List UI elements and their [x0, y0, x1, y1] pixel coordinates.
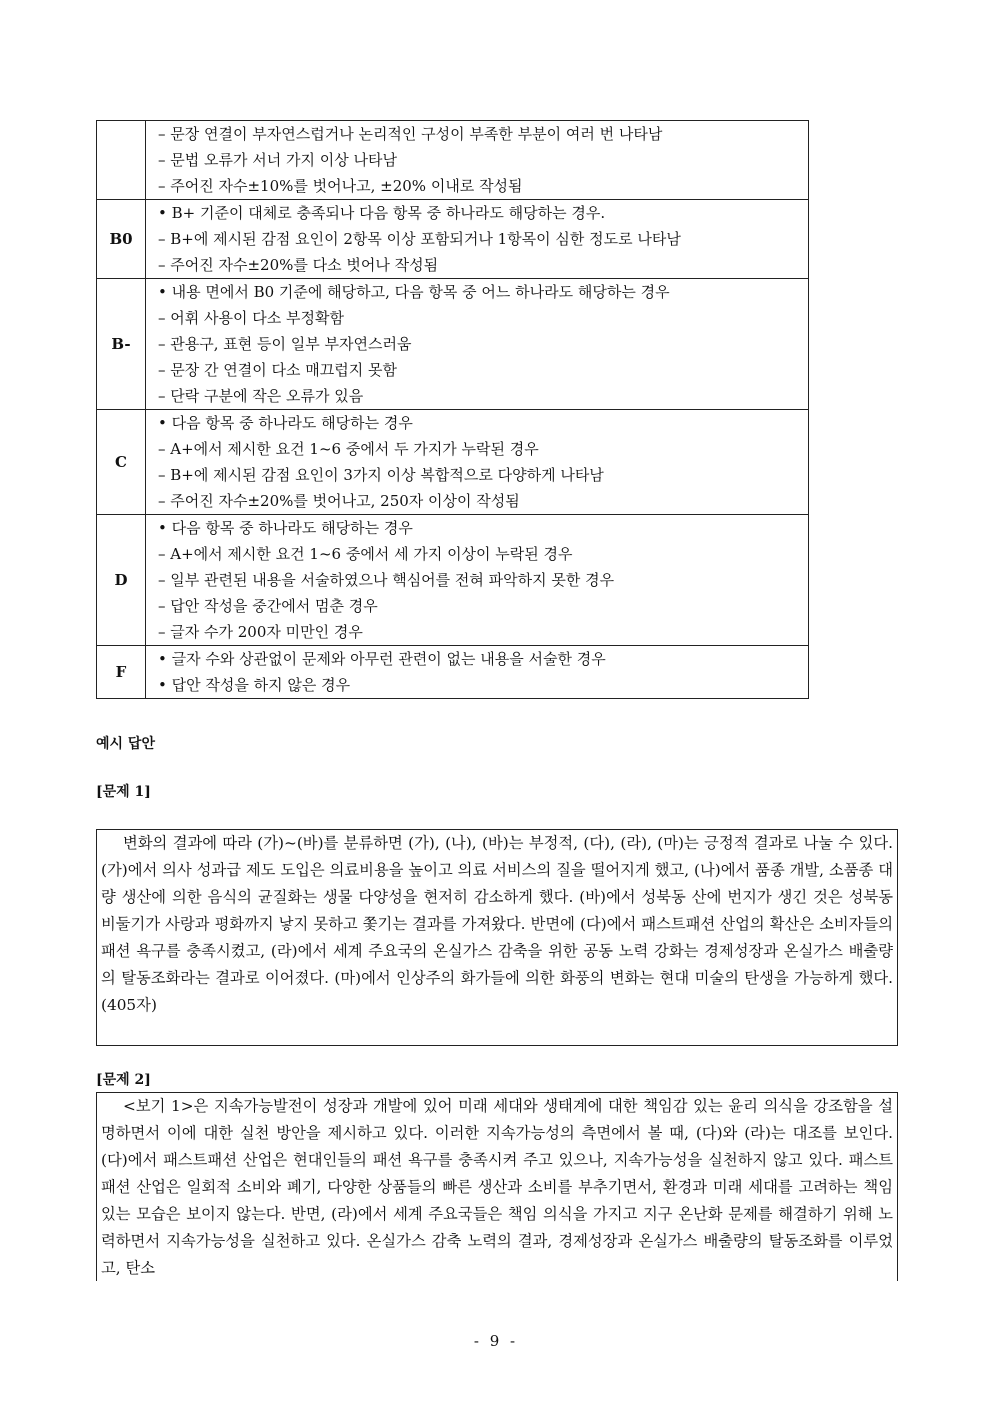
grading-table-body: [97, 121, 809, 699]
example-answer-heading: 예시 답안: [96, 736, 155, 752]
grade-criteria: [146, 121, 809, 200]
grade-criteria: [146, 515, 809, 646]
grading-row: [97, 515, 809, 646]
question-1-label: [문제 1]: [96, 784, 151, 800]
criteria-item: – B+에 제시된 감점 요인이 2항목 이상 포함되거나 1항목이 심한 정도로 나타남: [158, 230, 681, 248]
grading-row: [97, 121, 809, 200]
criteria-item: – 주어진 자수±20%를 벗어나고, 250자 이상이 작성됨: [158, 492, 520, 510]
criteria-item: • B+ 기준이 대체로 충족되나 다음 항목 중 하나라도 해당하는 경우.: [158, 204, 606, 222]
criteria-item: – 관용구, 표현 등이 일부 부자연스러움: [158, 335, 412, 353]
question-2-answer-box: [96, 1092, 898, 1281]
grade-criteria: [146, 410, 809, 515]
page-number: - 9 -: [473, 1332, 519, 1350]
criteria-item: – 어휘 사용이 다소 부정확함: [158, 309, 344, 327]
grading-row: [97, 410, 809, 515]
grade-label: B0: [97, 200, 146, 279]
criteria-item: – 주어진 자수±20%를 다소 벗어나 작성됨: [158, 256, 439, 274]
criteria-item: – 단락 구분에 작은 오류가 있음: [158, 387, 364, 405]
grading-row: [97, 200, 809, 279]
criteria-item: • 다음 항목 중 하나라도 해당하는 경우: [158, 414, 413, 432]
criteria-item: – B+에 제시된 감점 요인이 3가지 이상 복합적으로 다양하게 나타남: [158, 466, 604, 484]
criteria-item: – 문장 연결이 부자연스럽거나 논리적인 구성이 부족한 부분이 여러 번 나타남: [158, 125, 663, 143]
grade-criteria: [146, 646, 809, 699]
criteria-item: – A+에서 제시한 요건 1~6 중에서 두 가지가 누락된 경우: [158, 440, 539, 458]
criteria-item: • 다음 항목 중 하나라도 해당하는 경우: [158, 519, 413, 537]
grade-criteria: [146, 200, 809, 279]
question-2-label: [문제 2]: [96, 1072, 151, 1088]
criteria-item: – 문장 간 연결이 다소 매끄럽지 못함: [158, 361, 397, 379]
grade-label: C: [97, 410, 146, 515]
criteria-item: – 답안 작성을 중간에서 멈춘 경우: [158, 597, 378, 615]
question-1-answer-box: [96, 829, 898, 1046]
criteria-item: • 답안 작성을 하지 않은 경우: [158, 676, 351, 694]
question-2-answer-text: <보기 1>은 지속가능발전이 성장과 개발에 있어 미래 세대와 생태계에 대한 책임감 있는 윤리 의식을 강조함을 설명하면서 이에 대한 실천 방안을 제시하고 있다. 이러한 지속가능성의 측면에서 볼 때, (다)와 (라)는 대조를 보인다. (다)에서 패스트패션 산업은 현대인들의 패션 욕구를 충족시켜 주고 있으나, 지속가능성을 실천하지 않고 있다. 패스트패션 산업은 일회적 소비와 폐기, 다양한 상품들의 빠른 생산과 소비를 부추기면서, 환경과 미래 세대를 고려하는 책임 있는 모습은 보이지 않는다. 반면, (라)에서 세계 주요국들은 책임 의식을 가지고 지구 온난화 문제를 해결하기 위해 노력하면서 지속가능성을 실천하고 있다. 온실가스 감축 노력의 결과, 경제성장과 온실가스 배출량의 탈동조화를 이루었고, 탄소: [101, 1097, 893, 1277]
criteria-item: – 주어진 자수±10%를 벗어나고, ±20% 이내로 작성됨: [158, 177, 523, 195]
criteria-item: • 내용 면에서 B0 기준에 해당하고, 다음 항목 중 어느 하나라도 해당하는 경우: [158, 283, 670, 301]
criteria-item: • 글자 수와 상관없이 문제와 아무런 관련이 없는 내용을 서술한 경우: [158, 650, 606, 668]
question-1-answer-text: 변화의 결과에 따라 (가)~(바)를 분류하면 (가), (나), (바)는 부정적, (다), (라), (마)는 긍정적 결과로 나눌 수 있다. (가)에서 의사 성과급 제도 도입은 의료비용을 높이고 의료 서비스의 질을 떨어지게 했고, (나)에서 품종 개발, 소품종 대량 생산에 의한 음식의 균질화는 생물 다양성을 현저히 감소하게 했다. (바)에서 성북동 산에 번지가 생긴 것은 성북동 비둘기가 사랑과 평화까지 낳지 못하고 쫓기는 결과를 가져왔다. 반면에 (다)에서 패스트패션 산업의 확산은 소비자들의 패션 욕구를 충족시켰고, (라)에서 세계 주요국의 온실가스 감축을 위한 공동 노력 강화는 경제성장과 온실가스 배출량의 탈동조화라는 결과로 이어졌다. (마)에서 인상주의 화가들에 의한 화풍의 변화는 현대 미술의 탄생을 가능하게 했다. (405자): [101, 834, 893, 1014]
grade-label: D: [97, 515, 146, 646]
criteria-item: – 문법 오류가 서너 가지 이상 나타남: [158, 151, 397, 169]
criteria-item: – 일부 관련된 내용을 서술하였으나 핵심어를 전혀 파악하지 못한 경우: [158, 571, 615, 589]
grade-label: B-: [97, 279, 146, 410]
grade-criteria: [146, 279, 809, 410]
criteria-item: – 글자 수가 200자 미만인 경우: [158, 623, 363, 641]
grading-criteria-table: [96, 120, 809, 699]
criteria-item: – A+에서 제시한 요건 1~6 중에서 세 가지 이상이 누락된 경우: [158, 545, 573, 563]
grading-row: [97, 279, 809, 410]
grade-label: F: [97, 646, 146, 699]
grading-row: [97, 646, 809, 699]
grade-label: [97, 121, 146, 200]
